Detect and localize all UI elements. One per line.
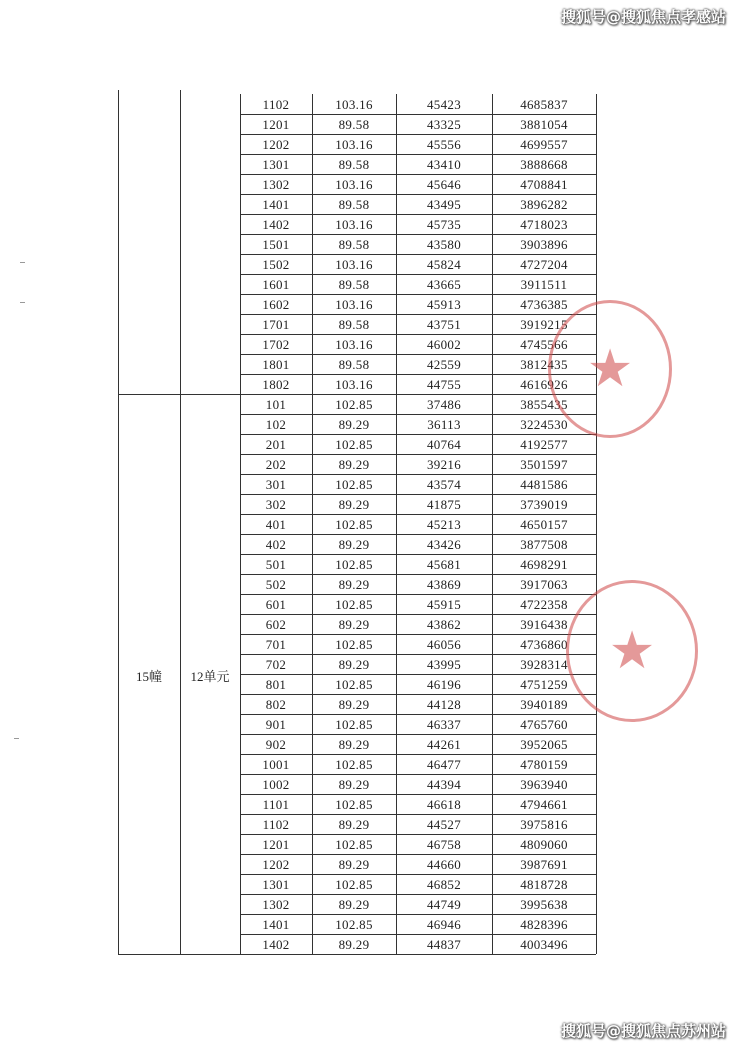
room-cell: 1401 (262, 197, 290, 212)
unit-price-cell: 46758 (427, 837, 461, 852)
unit-price-cell: 46002 (427, 337, 461, 352)
table-row (240, 354, 596, 374)
table-row (240, 914, 596, 934)
room-cell: 1802 (262, 377, 290, 392)
table-row (240, 834, 596, 854)
area-cell: 103.16 (335, 137, 373, 152)
unit-price-cell: 46852 (427, 877, 461, 892)
unit-price-cell: 46477 (427, 757, 461, 772)
room-cell: 1502 (262, 257, 290, 272)
total-price-cell: 3888668 (520, 157, 568, 172)
table-row (240, 854, 596, 874)
unit-price-cell: 43665 (427, 277, 461, 292)
area-cell: 102.85 (335, 797, 373, 812)
table-row (240, 134, 596, 154)
room-cell: 1102 (262, 817, 290, 832)
room-cell: 402 (265, 537, 287, 552)
unit-price-cell: 45915 (427, 597, 461, 612)
table-row (240, 414, 596, 434)
building-label: 15幢 (135, 669, 162, 684)
area-cell: 102.85 (335, 477, 373, 492)
area-cell: 102.85 (335, 837, 373, 852)
scan-mark (20, 302, 25, 303)
table-row (240, 754, 596, 774)
total-price-cell: 4794661 (520, 797, 568, 812)
total-price-cell: 4736385 (520, 297, 568, 312)
table-row (240, 394, 596, 414)
area-cell: 89.29 (338, 657, 370, 672)
room-cell: 1602 (262, 297, 290, 312)
table-border-left (118, 90, 119, 954)
table-row (240, 794, 596, 814)
unit-price-cell: 43410 (427, 157, 461, 172)
room-cell: 1801 (262, 357, 290, 372)
table-row (240, 334, 596, 354)
unit-price-cell: 46337 (427, 717, 461, 732)
room-cell: 1101 (262, 797, 290, 812)
table-row (240, 94, 596, 114)
total-price-cell: 3919215 (520, 317, 568, 332)
room-cell: 101 (265, 397, 287, 412)
unit-price-cell: 44837 (427, 937, 461, 952)
table-column-divider (596, 94, 597, 954)
table-row (240, 714, 596, 734)
table-row (240, 634, 596, 654)
total-price-cell: 4003496 (520, 937, 568, 952)
unit-price-cell: 44128 (427, 697, 461, 712)
area-cell: 102.85 (335, 877, 373, 892)
unit-price-cell: 45913 (427, 297, 461, 312)
total-price-cell: 3963940 (520, 777, 568, 792)
unit-price-cell: 44527 (427, 817, 461, 832)
total-price-cell: 3911511 (520, 277, 568, 292)
room-cell: 1701 (262, 317, 290, 332)
room-cell: 901 (265, 717, 287, 732)
table-border-bottom (118, 954, 596, 955)
unit-price-cell: 45646 (427, 177, 461, 192)
table-border-unit (180, 90, 181, 954)
table-row (240, 214, 596, 234)
unit-price-cell: 46196 (427, 677, 461, 692)
total-price-cell: 4780159 (520, 757, 568, 772)
area-cell: 89.29 (338, 777, 370, 792)
table-row (240, 774, 596, 794)
unit-price-cell: 45213 (427, 517, 461, 532)
table-row (240, 154, 596, 174)
total-price-cell: 4745566 (520, 337, 568, 352)
table-row (240, 614, 596, 634)
area-cell: 102.85 (335, 517, 373, 532)
table-row (240, 894, 596, 914)
total-price-cell: 3952065 (520, 737, 568, 752)
room-cell: 601 (265, 597, 287, 612)
total-price-cell: 4718023 (520, 217, 568, 232)
room-cell: 1302 (262, 897, 290, 912)
room-cell: 1301 (262, 877, 290, 892)
area-cell: 89.29 (338, 537, 370, 552)
total-price-cell: 4708841 (520, 177, 568, 192)
unit-price-cell: 45735 (427, 217, 461, 232)
table-row (240, 554, 596, 574)
room-cell: 701 (265, 637, 287, 652)
area-cell: 103.16 (335, 377, 373, 392)
unit-price-cell: 45423 (427, 97, 461, 112)
area-cell: 89.29 (338, 617, 370, 632)
unit-price-cell: 41875 (427, 497, 461, 512)
area-cell: 89.58 (338, 197, 370, 212)
scan-mark (14, 738, 19, 739)
total-price-cell: 3987691 (520, 857, 568, 872)
area-cell: 89.29 (338, 817, 370, 832)
table-row (240, 654, 596, 674)
unit-price-cell: 36113 (427, 417, 461, 432)
area-cell: 89.58 (338, 277, 370, 292)
table-row (240, 194, 596, 214)
area-cell: 89.58 (338, 357, 370, 372)
area-cell: 89.29 (338, 897, 370, 912)
total-price-cell: 3877508 (520, 537, 568, 552)
total-price-cell: 4751259 (520, 677, 568, 692)
unit-price-cell: 37486 (427, 397, 461, 412)
table-row (240, 114, 596, 134)
total-price-cell: 4727204 (520, 257, 568, 272)
room-cell: 802 (265, 697, 287, 712)
unit-price-cell: 44261 (427, 737, 461, 752)
room-cell: 1401 (262, 917, 290, 932)
table-row (240, 254, 596, 274)
unit-price-cell: 43580 (427, 237, 461, 252)
total-price-cell: 4685837 (520, 97, 568, 112)
unit-price-cell: 42559 (427, 357, 461, 372)
room-cell: 1201 (262, 117, 290, 132)
room-cell: 401 (265, 517, 287, 532)
unit-price-cell: 44755 (427, 377, 461, 392)
room-cell: 902 (265, 737, 287, 752)
room-cell: 1102 (262, 97, 290, 112)
scan-mark (20, 262, 25, 263)
table-row (240, 814, 596, 834)
seal-star-icon: ★ (608, 621, 656, 681)
total-price-cell: 3928314 (520, 657, 568, 672)
table-row (240, 474, 596, 494)
table-row (240, 274, 596, 294)
room-cell: 801 (265, 677, 287, 692)
area-cell: 103.16 (335, 177, 373, 192)
total-price-cell: 3812435 (520, 357, 568, 372)
table-row (240, 174, 596, 194)
area-cell: 89.29 (338, 497, 370, 512)
room-cell: 602 (265, 617, 287, 632)
area-cell: 102.85 (335, 917, 373, 932)
unit-price-cell: 43495 (427, 197, 461, 212)
area-cell: 89.58 (338, 157, 370, 172)
total-price-cell: 3995638 (520, 897, 568, 912)
room-cell: 502 (265, 577, 287, 592)
total-price-cell: 4699557 (520, 137, 568, 152)
area-cell: 89.29 (338, 457, 370, 472)
room-cell: 1001 (262, 757, 290, 772)
area-cell: 102.85 (335, 677, 373, 692)
total-price-cell: 3940189 (520, 697, 568, 712)
total-price-cell: 3916438 (520, 617, 568, 632)
room-cell: 1501 (262, 237, 290, 252)
table-row (240, 674, 596, 694)
room-cell: 1201 (262, 837, 290, 852)
total-price-cell: 4650157 (520, 517, 568, 532)
table-row (240, 454, 596, 474)
unit-price-cell: 45824 (427, 257, 461, 272)
total-price-cell: 3881054 (520, 117, 568, 132)
total-price-cell: 3917063 (520, 577, 568, 592)
total-price-cell: 3739019 (520, 497, 568, 512)
room-cell: 1002 (262, 777, 290, 792)
table-row (240, 374, 596, 394)
table-row (240, 314, 596, 334)
area-cell: 102.85 (335, 557, 373, 572)
area-cell: 89.58 (338, 317, 370, 332)
watermark-bottom: 搜狐号@搜狐焦点苏州站 (560, 1022, 726, 1040)
unit-price-cell: 44394 (427, 777, 461, 792)
unit-label: 12单元 (190, 669, 230, 684)
total-price-cell: 4828396 (520, 917, 568, 932)
unit-price-cell: 43995 (427, 657, 461, 672)
area-cell: 103.16 (335, 257, 373, 272)
unit-price-cell: 43869 (427, 577, 461, 592)
area-cell: 89.29 (338, 737, 370, 752)
total-price-cell: 3224530 (520, 417, 568, 432)
area-cell: 102.85 (335, 397, 373, 412)
total-price-cell: 4616926 (520, 377, 568, 392)
room-cell: 1402 (262, 937, 290, 952)
unit-price-cell: 46056 (427, 637, 461, 652)
table-row (240, 534, 596, 554)
unit-price-cell: 40764 (427, 437, 461, 452)
room-cell: 702 (265, 657, 287, 672)
total-price-cell: 3501597 (520, 457, 568, 472)
unit-price-cell: 45556 (427, 137, 461, 152)
unit-price-cell: 43862 (427, 617, 461, 632)
area-cell: 103.16 (335, 297, 373, 312)
table-row (240, 874, 596, 894)
unit-price-cell: 44660 (427, 857, 461, 872)
room-cell: 1202 (262, 857, 290, 872)
total-price-cell: 4765760 (520, 717, 568, 732)
table-row (240, 934, 596, 954)
room-cell: 302 (265, 497, 287, 512)
table-row (240, 494, 596, 514)
area-cell: 89.58 (338, 237, 370, 252)
area-cell: 102.85 (335, 437, 373, 452)
table-row (240, 294, 596, 314)
unit-price-cell: 43751 (427, 317, 461, 332)
total-price-cell: 4192577 (520, 437, 568, 452)
area-cell: 89.29 (338, 857, 370, 872)
unit-price-cell: 44749 (427, 897, 461, 912)
area-cell: 89.58 (338, 117, 370, 132)
table-row (240, 574, 596, 594)
room-cell: 201 (265, 437, 287, 452)
area-cell: 103.16 (335, 217, 373, 232)
area-cell: 102.85 (335, 717, 373, 732)
room-cell: 1702 (262, 337, 290, 352)
room-cell: 1301 (262, 157, 290, 172)
table-row (240, 594, 596, 614)
room-cell: 1402 (262, 217, 290, 232)
unit-price-cell: 43325 (427, 117, 461, 132)
area-cell: 89.29 (338, 417, 370, 432)
area-cell: 89.29 (338, 937, 370, 952)
room-cell: 301 (265, 477, 287, 492)
area-cell: 102.85 (335, 637, 373, 652)
room-cell: 501 (265, 557, 287, 572)
total-price-cell: 3896282 (520, 197, 568, 212)
unit-price-cell: 43426 (427, 537, 461, 552)
room-cell: 1601 (262, 277, 290, 292)
table-row (240, 234, 596, 254)
total-price-cell: 4698291 (520, 557, 568, 572)
area-cell: 103.16 (335, 97, 373, 112)
area-cell: 89.29 (338, 577, 370, 592)
area-cell: 102.85 (335, 597, 373, 612)
table-row (240, 734, 596, 754)
watermark-top: 搜狐号@搜狐焦点孝感站 (560, 8, 726, 26)
table-row (240, 434, 596, 454)
area-cell: 102.85 (335, 757, 373, 772)
total-price-cell: 3903896 (520, 237, 568, 252)
seal-star-icon: ★ (586, 339, 634, 399)
total-price-cell: 4722358 (520, 597, 568, 612)
table-row (240, 514, 596, 534)
total-price-cell: 3855435 (520, 397, 568, 412)
unit-price-cell: 43574 (427, 477, 461, 492)
room-cell: 1202 (262, 137, 290, 152)
table-row (240, 694, 596, 714)
total-price-cell: 4736860 (520, 637, 568, 652)
total-price-cell: 4818728 (520, 877, 568, 892)
room-cell: 202 (265, 457, 287, 472)
unit-price-cell: 46946 (427, 917, 461, 932)
unit-price-cell: 45681 (427, 557, 461, 572)
total-price-cell: 4481586 (520, 477, 568, 492)
total-price-cell: 4809060 (520, 837, 568, 852)
room-cell: 102 (265, 417, 287, 432)
room-cell: 1302 (262, 177, 290, 192)
area-cell: 89.29 (338, 697, 370, 712)
unit-price-cell: 46618 (427, 797, 461, 812)
total-price-cell: 3975816 (520, 817, 568, 832)
unit-price-cell: 39216 (427, 457, 461, 472)
area-cell: 103.16 (335, 337, 373, 352)
